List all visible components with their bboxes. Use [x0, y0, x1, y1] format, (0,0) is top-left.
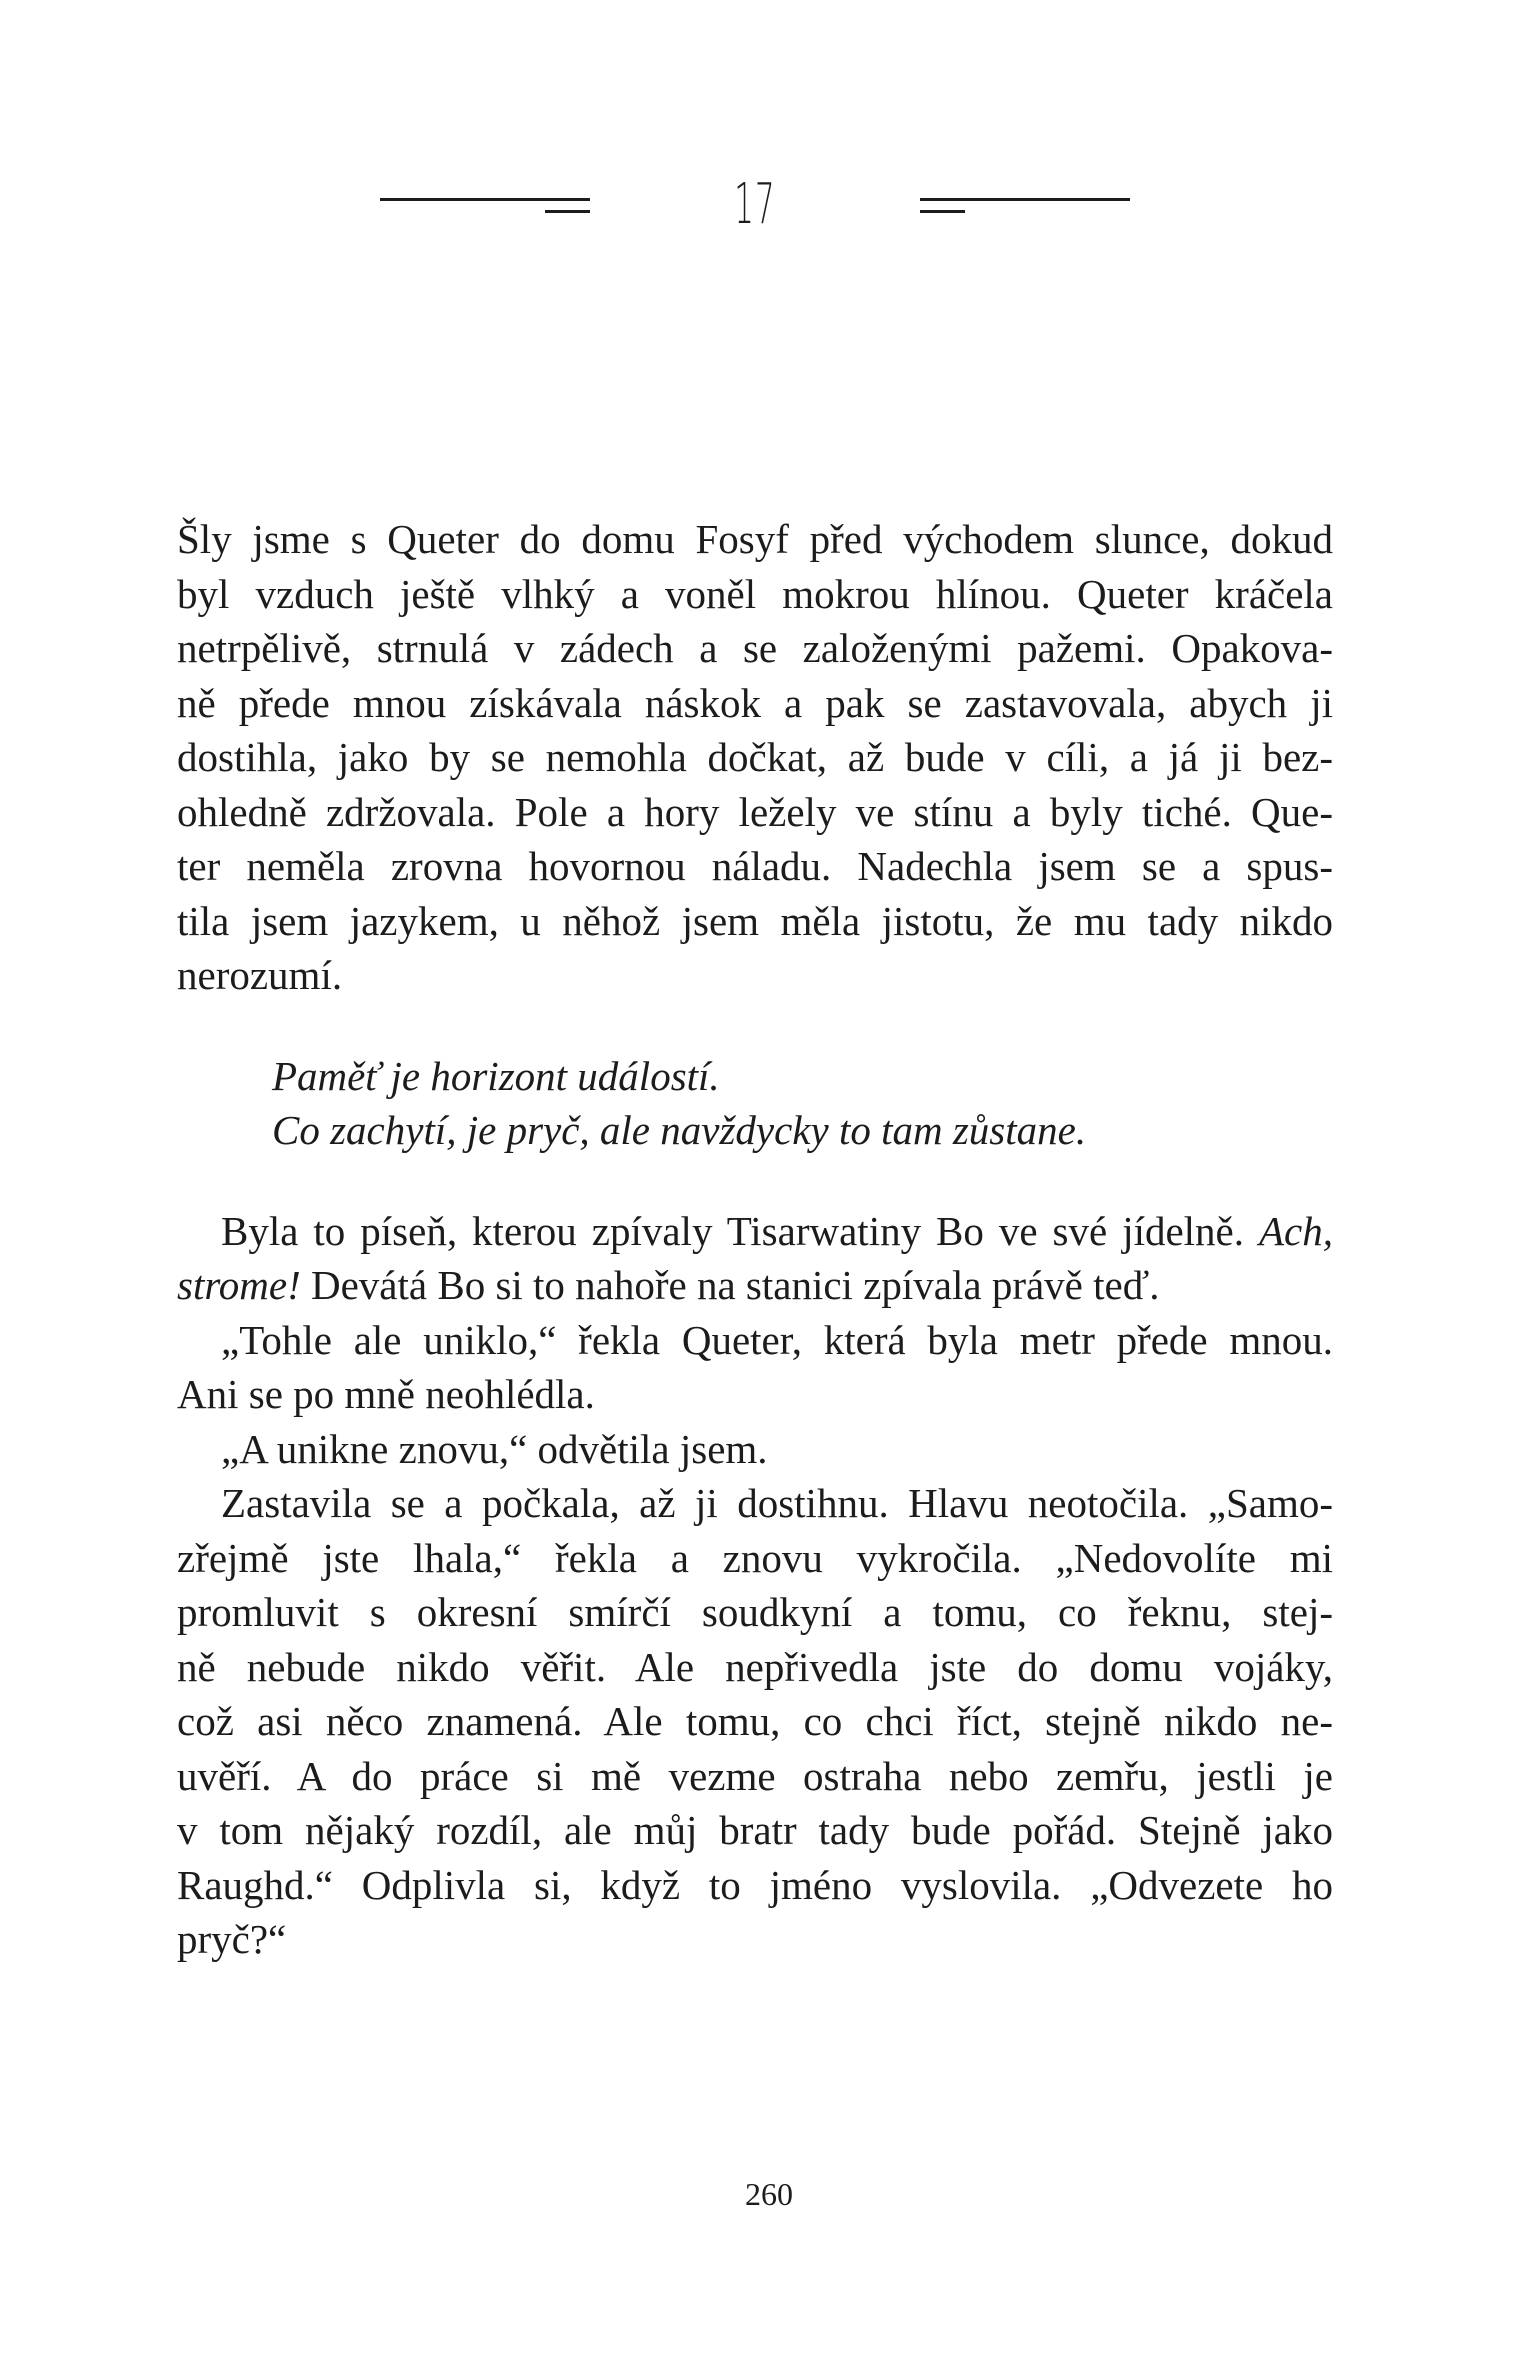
text-line: netrpělivě, strnulá v zádech a se založenými pažemi. Opakova-: [177, 625, 1333, 671]
text-line: ohledně zdržovala. Pole a hory ležely ve stínu a byly tiché. Que-: [177, 788, 1333, 835]
verse-block: [177, 1049, 1333, 1158]
spacer: [177, 1003, 1333, 1049]
text-line: pryč?“: [177, 1916, 287, 1962]
text-line: Zastavila se a počkala, až ji dostihnu. Hlavu neotočila. „Samo-: [221, 1480, 1333, 1526]
text-line: promluvit s okresní smírčí soudkyní a tomu, co řeknu, stej-: [177, 1589, 1333, 1635]
text-line: Raughd.“ Odplivla si, když to jméno vyslovila. „Odvezete ho: [177, 1861, 1333, 1908]
paragraph-3: [177, 1313, 1333, 1422]
text-line: nerozumí.: [177, 952, 343, 998]
text-line: „Tohle ale uniklo,“ řekla Queter, která byla metr přede mnou.: [221, 1316, 1333, 1363]
text-line: ně nebude nikdo věřit. Ale nepřivedla jste do domu vojáky,: [177, 1643, 1333, 1690]
chapter-number: 17: [734, 172, 776, 237]
text-run: Devátá Bo si to nahoře na stanici zpívala právě teď.: [311, 1262, 1160, 1308]
paragraph-5: [177, 1476, 1333, 1967]
text-line: byl vzduch ještě vlhký a voněl mokrou hlínou. Queter kráčela: [177, 570, 1333, 617]
text-line: [177, 1204, 1333, 1259]
text-line: Ani se po mně neohlédla.: [177, 1371, 595, 1417]
spacer: [177, 1158, 1333, 1204]
paragraph-1: [177, 512, 1333, 1003]
paragraph-2: [177, 1204, 1333, 1313]
paragraph-4: [177, 1422, 1333, 1477]
text-line: uvěří. A do práce si mě vezme ostraha nebo zemřu, jestli je: [177, 1752, 1333, 1799]
body-text: [177, 512, 1333, 1967]
text-line: Šly jsme s Queter do domu Fosyf před východem slunce, dokud: [177, 516, 1333, 562]
text-run: Byla to píseň, kterou zpívaly Tisarwatiny Bo ve své jídelně.: [221, 1207, 1245, 1254]
text-line: dostihla, jako by se nemohla dočkat, až bude v cíli, a já ji bez-: [177, 734, 1333, 780]
page-number: 260: [745, 2176, 793, 2212]
italic-run: Ach,: [1259, 1207, 1333, 1254]
text-line: což asi něco znamená. Ale tomu, co chci říct, stejně nikdo ne-: [177, 1698, 1333, 1744]
verse-line: Co zachytí, je pryč, ale navždycky to tam zůstane.: [272, 1107, 1087, 1153]
text-line: ně přede mnou získávala náskok a pak se zastavovala, abych ji: [177, 679, 1333, 726]
text-line: ter neměla zrovna hovornou náladu. Nadechla jsem se a spus-: [177, 843, 1333, 889]
text-line: „A unikne znovu,“ odvětila jsem.: [221, 1425, 768, 1472]
text-line: v tom nějaký rozdíl, ale můj bratr tady bude pořád. Stejně jako: [177, 1807, 1333, 1853]
verse-line: Paměť je horizont událostí.: [272, 1052, 720, 1099]
text-line: [177, 1258, 1333, 1313]
italic-run: strome!: [177, 1262, 301, 1308]
text-line: tila jsem jazykem, u něhož jsem měla jistotu, že mu tady nikdo: [177, 897, 1333, 944]
text-line: zřejmě jste lhala,“ řekla a znovu vykročila. „Nedovolíte mi: [177, 1534, 1333, 1581]
chapter-heading: [380, 170, 1130, 240]
